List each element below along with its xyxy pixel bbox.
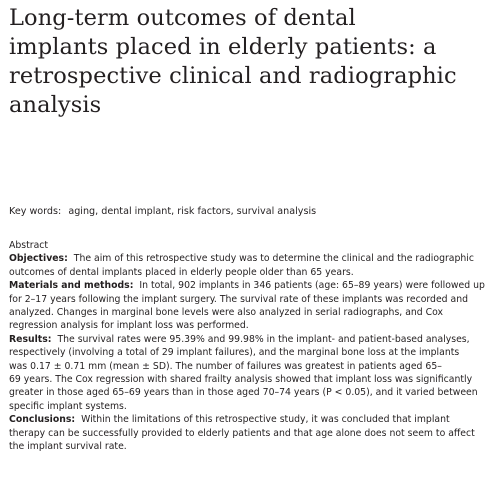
- abstract-line: the implant survival rate.: [9, 441, 127, 453]
- article-title: [9, 4, 489, 120]
- conclusions-label: Conclusions:: [9, 414, 76, 426]
- abstract-text: The survival rates were 95.39% and 99.98% in the implant- and patient-based analyses,: [57, 333, 470, 345]
- abstract-line: 69 years. The Cox regression with shared frailty analysis showed that implant loss was significantly: [9, 374, 473, 386]
- keywords-label: Key words:: [9, 206, 62, 217]
- abstract-line: specific implant systems.: [9, 400, 127, 412]
- abstract-line: was 0.17 ± 0.71 mm (mean ± SD). The number of failures was greatest in patients aged 65–: [9, 360, 442, 372]
- abstract-text: Within the limitations of this retrospective study, it was concluded that implant: [81, 414, 450, 426]
- title-line: implants placed in elderly patients: a: [9, 34, 437, 60]
- abstract-line: [9, 333, 494, 346]
- abstract: [9, 239, 494, 454]
- abstract-line: analyzed. Changes in marginal bone levels were also analyzed in serial radiographs, and Cox: [9, 307, 444, 319]
- abstract-line: respectively (involving a total of 29 implant failures), and the marginal bone loss at the implants: [9, 347, 460, 359]
- results-label: Results:: [9, 333, 52, 345]
- title-line: analysis: [9, 92, 102, 118]
- abstract-line: outcomes of dental implants placed in elderly people older than 65 years.: [9, 266, 354, 278]
- title-line: retrospective clinical and radiographic: [9, 63, 457, 89]
- results-section: [9, 333, 494, 413]
- abstract-line: regression analysis for implant loss was performed.: [9, 320, 249, 332]
- methods-section: [9, 279, 494, 333]
- abstract-line: for 2–17 years following the implant surgery. The survival rate of these implants was recorded and: [9, 293, 469, 305]
- abstract-heading: Abstract: [9, 240, 49, 251]
- methods-label: Materials and methods:: [9, 280, 134, 292]
- title-line: Long-term outcomes of dental: [9, 5, 356, 31]
- abstract-text: The aim of this retrospective study was to determine the clinical and the radiographic: [73, 253, 474, 265]
- abstract-line: [9, 279, 494, 292]
- keywords-text: aging, dental implant, risk factors, survival analysis: [68, 206, 317, 217]
- keywords: [9, 205, 316, 218]
- abstract-text: In total, 902 implants in 346 patients (age: 65–89 years) were followed up: [139, 280, 485, 292]
- conclusions-section: [9, 413, 494, 453]
- objectives-section: [9, 252, 494, 279]
- abstract-line: greater in those aged 65–69 years than in those aged 70–74 years (P < 0.05), and it varied between: [9, 387, 478, 399]
- abstract-line: [9, 413, 494, 426]
- abstract-line: therapy can be successfully provided to elderly patients and that age alone does not seem to affect: [9, 427, 475, 439]
- abstract-line: [9, 252, 494, 265]
- objectives-label: Objectives:: [9, 253, 68, 265]
